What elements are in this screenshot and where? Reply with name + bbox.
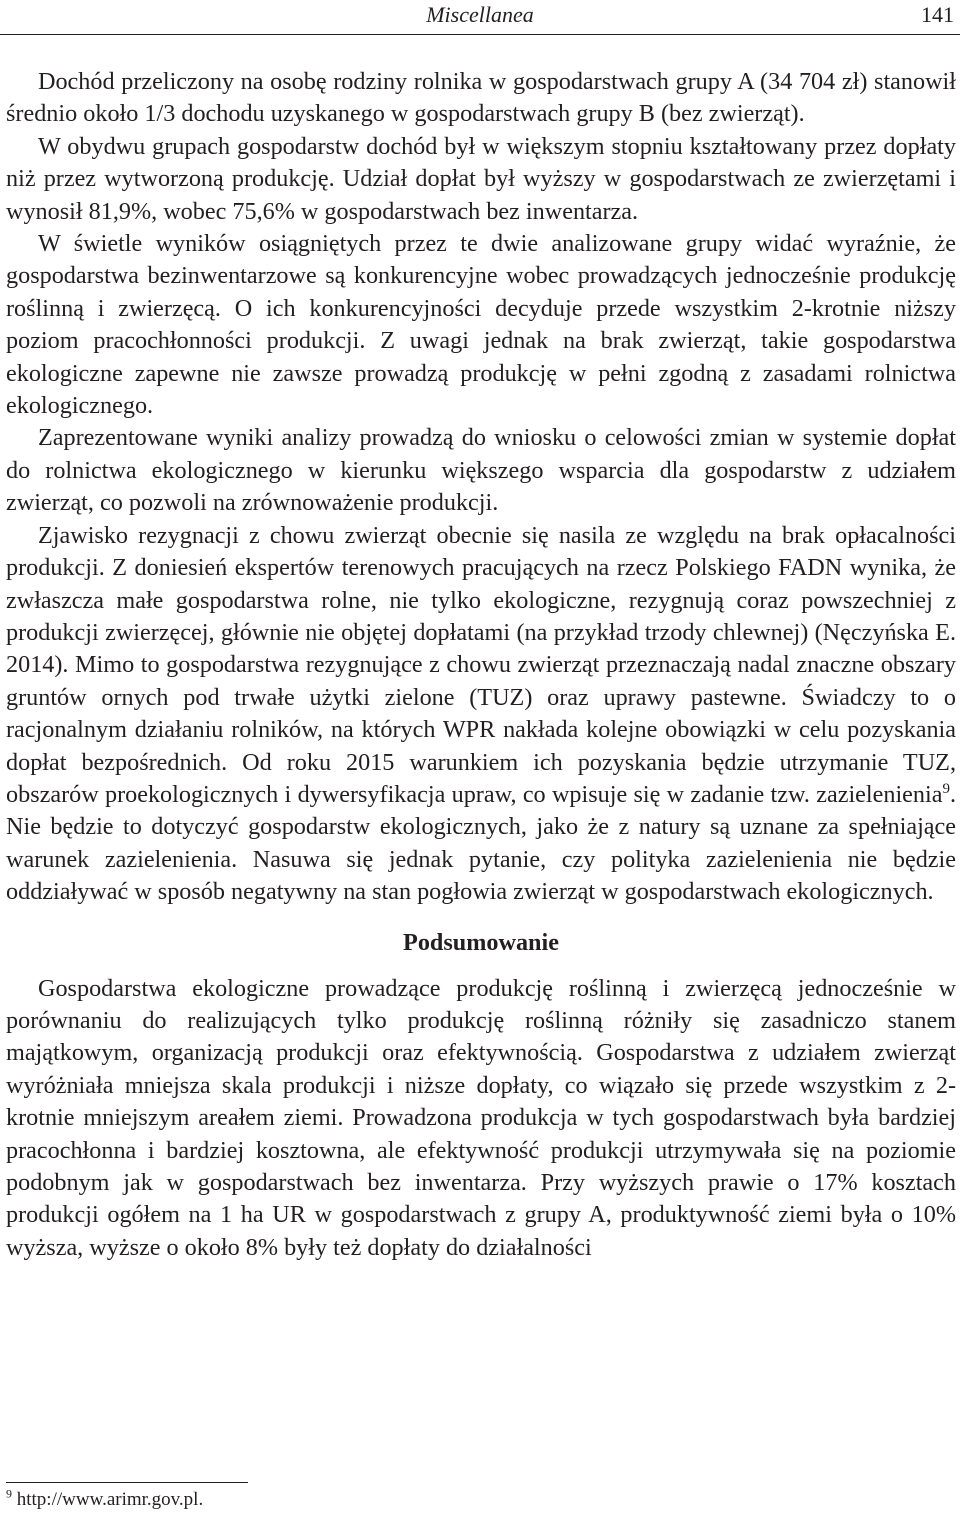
section-heading: Podsumowanie bbox=[403, 928, 559, 956]
paragraph-livestock-part2: . Nie będzie to dotyczyć gospodarstw ekologicznych, jako że z natury są uznane za spełniające warunek zazielenienia. Nasuwa się jednak pytanie, czy polityka zazielenienia nie będzie oddziaływać w sposób negatywny na stan pogłowia zwierząt w gospodarstwach ekologicznych. bbox=[6, 780, 956, 906]
paragraph-conclusion: Zaprezentowane wyniki analizy prowadzą do wniosku o celowości zmian w systemie dopłat do rolnictwa ekologicznego w kierunku większego wsparcia dla gospodarstw z udziałem zwierząt, co pozwoli na zrównoważenie produkcji. bbox=[6, 424, 956, 517]
paragraph-summary: Gospodarstwa ekologiczne prowadzące produkcję roślinną i zwierzęcą jednocześnie w porównaniu do realizujących tylko produkcję roślinną różniły się zasadniczo stanem majątkowym, organizacją produkcji oraz efektywnością. Gospodarstwa z udziałem zwierząt wyróżniała mniejsza skala produkcji i niższe dopłaty, co wiązało się przede wszystkim z 2-krotnie mniejszym areałem ziemi. Prowadzona produkcja w tych gospodarstwach była bardziej pracochłonna i bardziej kosztowna, ale efektywność produkcji utrzymywała się na poziomie podobnym jak w gospodarstwach bez inwentarza. Przy wyższych prawie o 17% kosztach produkcji ogółem na 1 ha UR w gospodarstwach z grupy A, produktywność ziemi była o 10% wyższa, wyższe o około 8% były też dopłaty do działalności bbox=[6, 974, 956, 1261]
footnote-divider bbox=[6, 1482, 248, 1483]
footnote-number: 9 bbox=[6, 1486, 12, 1501]
paragraph-livestock bbox=[6, 520, 956, 909]
body-text bbox=[6, 66, 956, 1264]
footnote-url[interactable]: http://www.arimr.gov.pl. bbox=[12, 1489, 204, 1510]
paragraph-competitiveness: W świetle wyników osiągniętych przez te dwie analizowane grupy widać wyraźnie, że gospodarstwa bezinwentarzowe są konkurencyjne wobec prowadzących jednocześnie produkcję roślinną i zwierzęcą. O ich konkurencyjności decyduje przede wszystkim 2-krotnie niższy poziom pracochłonności produkcji. Z uwagi jednak na brak zwierząt, takie gospodarstwa ekologiczne zapewne nie zawsze prowadzą produkcję w pełni zgodną z zasadami rolnictwa ekologicznego. bbox=[6, 230, 956, 420]
running-header bbox=[0, 0, 960, 35]
paragraph-subsidies: W obydwu grupach gospodarstw dochód był w większym stopniu kształtowany przez dopłaty niż przez wytworzoną produkcję. Udział dopłat był wyższy w gospodarstwach ze zwierzętami i wynosił 81,9%, wobec 75,6% w gospodarstwach bez inwentarza. bbox=[6, 132, 956, 225]
page-number: 141 bbox=[921, 2, 954, 27]
footnote bbox=[6, 1488, 203, 1512]
paragraph-income: Dochód przeliczony na osobę rodziny rolnika w gospodarstwach grupy A (34 704 zł) stanowił średnio około 1/3 dochodu uzyskanego w gospodarstwach grupy B (bez zwierząt). bbox=[6, 68, 956, 128]
paragraph-livestock-part1: Zjawisko rezygnacji z chowu zwierząt obecnie się nasila ze względu na brak opłacalności produkcji. Z doniesień ekspertów terenowych pracujących na rzecz Polskiego FADN wynika, że zwłaszcza małe gospodarstwa rolne, nie tylko ekologiczne, rezygnują coraz powszechniej z produkcji zwierzęcej, głównie nie objętej dopłatami (na przykład trzody chlewnej) (Nęczyńska E. 2014). Mimo to gospodarstwa rezygnujące z chowu zwierząt przeznaczają nadal znaczne obszary gruntów ornych pod trwałe użytki zielone (TUZ) oraz uprawy pastewne. Świadczy to o racjonalnym działaniu rolników, na których WPR nakłada kolejne obowiązki w celu pozyskania dopłat bezpośrednich. Od roku 2015 warunkiem ich pozyskania będzie utrzymanie TUZ, obszarów proekologicznych i dywersyfikacja upraw, co wpisuje się w zadanie tzw. zazielenienia bbox=[6, 521, 956, 808]
footnote-reference[interactable]: 9 bbox=[942, 780, 950, 797]
journal-name: Miscellanea bbox=[426, 2, 534, 27]
